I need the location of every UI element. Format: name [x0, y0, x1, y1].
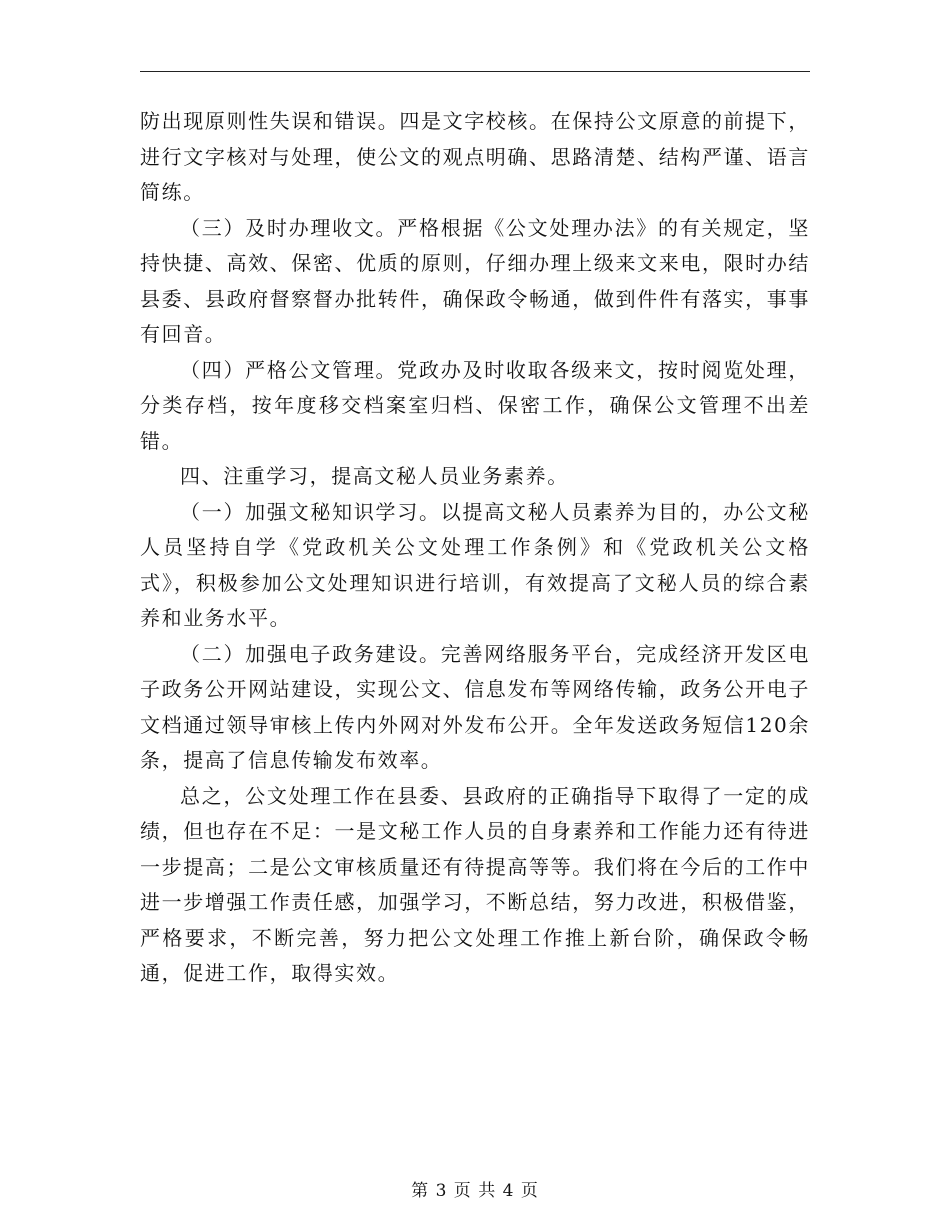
footer-suffix: 页: [520, 1181, 539, 1201]
paragraph-2: （三）及时办理收文。严格根据《公文处理办法》的有关规定，坚持快捷、高效、保密、优质的原则，仔细办理上级来文来电，限时办结县委、县政府督察督办批转件，确保政令畅通，做到件件有落实，事事有回音。: [140, 215, 810, 346]
current-page-number: 3: [435, 1181, 448, 1201]
paragraph-3: （四）严格公文管理。党政办及时收取各级来文，按时阅览处理，分类存档，按年度移交档案室归档、保密工作，确保公文管理不出差错。: [140, 357, 810, 453]
footer-middle: 页 共: [453, 1181, 497, 1201]
footer-prefix: 第: [411, 1181, 430, 1201]
section-heading: 四、注重学习，提高文秘人员业务素养。: [180, 464, 569, 488]
total-pages-number: 4: [502, 1181, 515, 1201]
page-footer: [0, 1176, 950, 1201]
paragraph-1: 防出现原则性失误和错误。四是文字校核。在保持公文原意的前提下，进行文字核对与处理，使公文的观点明确、思路清楚、结构严谨、语言简练。: [140, 109, 810, 204]
paragraph-5: （一）加强文秘知识学习。以提高文秘人员素养为目的，办公文秘人员坚持自学《党政机关公文处理工作条例》和《党政机关公文格式》，积极参加公文处理知识进行培训，有效提高了文秘人员的综合素养和业务水平。: [140, 499, 810, 630]
paragraph-6: （二）加强电子政务建设。完善网络服务平台，完成经济开发区电子政务公开网站建设，实现公文、信息发布等网络传输，政务公开电子文档通过领导审核上传内外网对外发布公开。全年发送政务短信120余条，提高了信息传输发布效率。: [140, 641, 810, 772]
document-body: [140, 104, 810, 992]
header-rule: [140, 71, 810, 72]
paragraph-7: 总之，公文处理工作在县委、县政府的正确指导下取得了一定的成绩，但也存在不足：一是文秘工作人员的自身素养和工作能力还有待进一步提高；二是公文审核质量还有待提高等等。我们将在今后的工作中进一步增强工作责任感，加强学习，不断总结，努力改进，积极借鉴，严格要求，不断完善，努力把公文处理工作推上新台阶，确保政令畅通，促进工作，取得实效。: [140, 783, 810, 985]
